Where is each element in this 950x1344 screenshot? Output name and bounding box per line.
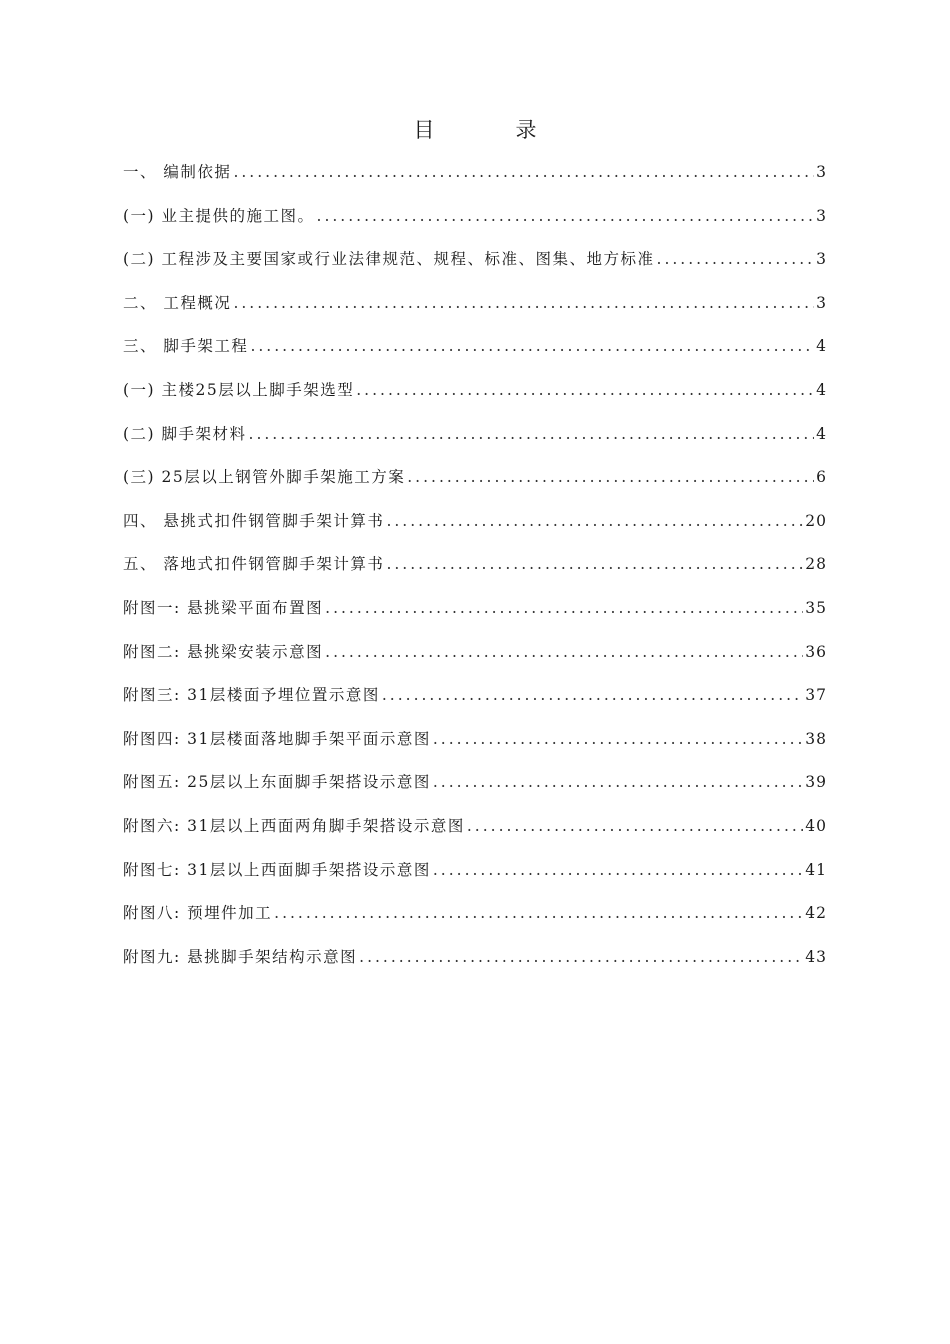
toc-entry[interactable] [123, 945, 827, 989]
toc-entry[interactable] [123, 901, 827, 945]
toc-entry[interactable] [123, 814, 827, 858]
toc-leader-dots [407, 468, 814, 486]
toc-entry-page: 4 [816, 337, 827, 356]
toc-leader-dots [433, 730, 803, 748]
toc-entry-page: 28 [805, 555, 827, 574]
toc-entry-page: 39 [805, 773, 827, 792]
toc-entry[interactable] [123, 465, 827, 509]
toc-entry-text: 附图五: 25层以上东面脚手架搭设示意图 [123, 773, 431, 792]
toc-entry[interactable] [123, 509, 827, 553]
toc-entry-text: (一) 主楼25层以上脚手架选型 [123, 380, 355, 399]
toc-entry-text: (一) 业主提供的施工图。 [123, 206, 315, 225]
toc-entry-page: 4 [816, 380, 827, 399]
toc-entry[interactable] [123, 334, 827, 378]
toc-entry-page: 36 [805, 642, 827, 661]
toc-entry-text: 附图六: 31层以上西面两角脚手架搭设示意图 [123, 816, 465, 835]
toc-entry-text: 附图八: 预埋件加工 [123, 904, 273, 923]
toc-title: 目 录 [413, 118, 567, 142]
toc-entry-page: 41 [805, 860, 827, 879]
toc-entry-page: 37 [805, 686, 827, 705]
toc-entry[interactable] [123, 858, 827, 902]
toc-entry[interactable] [123, 160, 827, 204]
toc-entry-text: 一、 编制依据 [123, 163, 232, 181]
toc-entry-page: 35 [805, 598, 827, 617]
toc-leader-dots [359, 948, 803, 966]
toc-entry-text: 四、 悬挑式扣件钢管脚手架计算书 [123, 511, 385, 530]
toc-entry-page: 42 [805, 904, 827, 923]
toc-entry-page: 20 [805, 511, 827, 530]
toc-list [123, 160, 827, 988]
toc-entry[interactable] [123, 552, 827, 596]
toc-entry[interactable] [123, 596, 827, 640]
toc-entry-page: 3 [816, 293, 827, 312]
toc-leader-dots [233, 294, 814, 312]
toc-entry[interactable] [123, 770, 827, 814]
toc-leader-dots [233, 163, 814, 181]
toc-entry[interactable] [123, 291, 827, 335]
toc-entry-page: 3 [816, 206, 827, 225]
toc-entry-text: (三) 25层以上钢管外脚手架施工方案 [123, 468, 406, 487]
toc-leader-dots [317, 207, 815, 225]
toc-leader-dots [433, 861, 803, 879]
toc-leader-dots [386, 555, 803, 573]
toc-entry[interactable] [123, 378, 827, 422]
toc-entry-page: 3 [816, 163, 827, 181]
toc-leader-dots [382, 686, 803, 704]
toc-entry-page: 4 [816, 424, 827, 443]
toc-entry-page: 43 [805, 947, 827, 966]
toc-entry-page: 3 [816, 250, 827, 269]
toc-entry-text: 附图四: 31层楼面落地脚手架平面示意图 [123, 729, 431, 748]
toc-entry-text: 二、 工程概况 [123, 293, 232, 312]
toc-leader-dots [386, 512, 803, 530]
toc-entry[interactable] [123, 683, 827, 727]
toc-entry-text: 附图一: 悬挑梁平面布置图 [123, 598, 324, 617]
toc-leader-dots [250, 337, 814, 355]
toc-entry[interactable] [123, 247, 827, 291]
toc-entry[interactable] [123, 640, 827, 684]
toc-entry-page: 40 [805, 816, 827, 835]
toc-entry-text: 附图九: 悬挑脚手架结构示意图 [123, 947, 358, 966]
toc-leader-dots [356, 381, 814, 399]
toc-leader-dots [249, 425, 815, 443]
toc-entry[interactable] [123, 422, 827, 466]
toc-entry-text: (二) 工程涉及主要国家或行业法律规范、规程、标准、图集、地方标准 [123, 250, 655, 269]
toc-leader-dots [325, 599, 803, 617]
toc-entry-text: 附图三: 31层楼面予埋位置示意图 [123, 686, 380, 705]
toc-entry-text: 附图二: 悬挑梁安装示意图 [123, 642, 324, 661]
toc-entry-text: 三、 脚手架工程 [123, 337, 249, 356]
toc-entry-page: 38 [805, 729, 827, 748]
toc-entry-text: 五、 落地式扣件钢管脚手架计算书 [123, 555, 385, 574]
toc-leader-dots [467, 817, 803, 835]
toc-entry-text: (二) 脚手架材料 [123, 424, 247, 443]
toc-leader-dots [657, 250, 815, 268]
toc-entry[interactable] [123, 204, 827, 248]
toc-leader-dots [325, 643, 803, 661]
toc-leader-dots [274, 904, 803, 922]
toc-leader-dots [433, 773, 803, 791]
toc-entry-text: 附图七: 31层以上西面脚手架搭设示意图 [123, 860, 431, 879]
toc-entry[interactable] [123, 727, 827, 771]
toc-entry-page: 6 [816, 468, 827, 487]
